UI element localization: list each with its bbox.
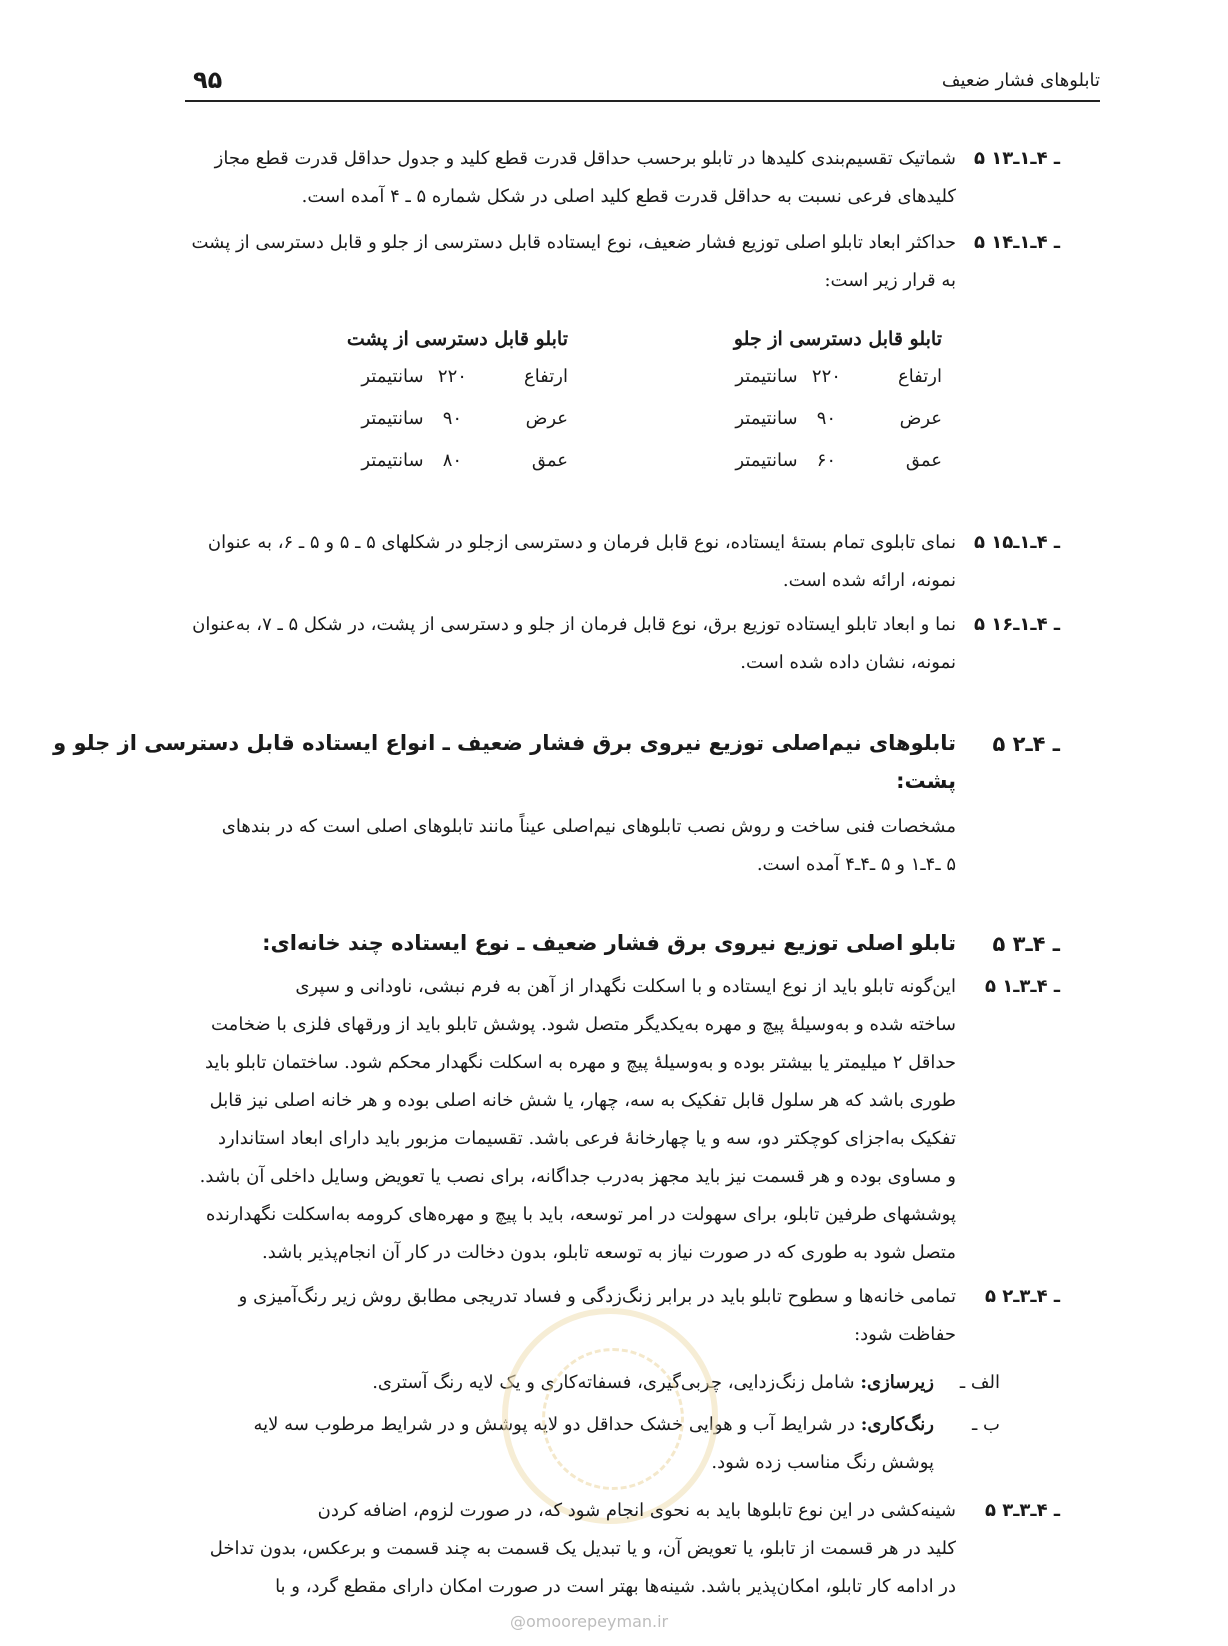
paragraph-line: طوری باشد که هر سلول قابل تفکیک به سه، چهار، یا شش خانه اصلی بوده و هر خانه اصلی نیز قابل [209,1090,956,1111]
page-number: ۹۵ [193,66,223,94]
dimension-value: ۶۰ [816,450,837,471]
dimension-value: ۲۲۰ [811,366,841,387]
paragraph-line: کلید در هر قسمت از تابلو، یا تعویض آن، و یا تبدیل یک قسمت به چند قسمت و برعکس، بدون تداخل [209,1538,956,1559]
section-number: ۵ ـ ۴ـ۲ [992,732,1060,756]
dimension-value: ۹۰ [442,408,463,429]
item-number: ۵ ـ ۴ـ۱ـ۱۶ [974,614,1060,635]
dimension-row [308,450,568,492]
paragraph-line: حداقل ۲ میلیمتر یا بیشتر بوده و به‌وسیلهٔ پیچ و مهره به اسکلت نگهدار محکم شود. ساختمان تابلو باید [204,1052,956,1073]
paragraph-line: به قرار زیر است: [824,270,956,291]
sub-item-term: زیرسازی: [860,1372,934,1393]
paragraph-line: نمونه، نشان داده شده است. [740,652,956,673]
running-title: تابلوهای فشار ضعیف [941,70,1100,91]
paragraph-line: و مساوی بوده و هر قسمت نیز باید مجهز به‌درب جداگانه، برای نصب یا تعویض وسایل داخلی آن باشد. [199,1166,956,1187]
dimension-label: عرض [525,408,568,429]
dimension-row [682,366,942,408]
front-access-title: تابلو قابل دسترسی از جلو [733,328,942,350]
sub-item-text: پوشش رنگ مناسب زده شود. [711,1452,934,1473]
section-title: تابلو اصلی توزیع نیروی برق فشار ضعیف ـ نوع ایستاده چند خانه‌ای: [262,931,956,955]
paragraph-line: متصل شود به طوری که در صورت نیاز به توسعه تابلو، بدون دخالت در کار آن انجام‌پذیر باشد. [261,1242,956,1263]
section-title: تابلوهای نیم‌اصلی توزیع نیروی برق فشار ضعیف ـ انواع ایستاده قابل دسترسی از جلو و [53,731,956,755]
sub-item-marker: ب ـ [972,1414,1000,1435]
section-title: پشت: [896,769,956,793]
paragraph-line: حداکثر ابعاد تابلو اصلی توزیع فشار ضعیف، نوع ایستاده قابل دسترسی از جلو و قابل دسترسی از پشت [191,232,956,253]
paragraph-line: مشخصات فنی ساخت و روش نصب تابلوهای نیم‌اصلی عیناً مانند تابلوهای اصلی است که در بندهای [221,816,956,837]
paragraph-line: در ادامه کار تابلو، امکان‌پذیر باشد. شینه‌ها بهتر است در صورت امکان دارای مقطع گرد، و با [275,1576,956,1597]
dimension-value: ۲۲۰ [437,366,467,387]
paragraph-line: پوششهای طرفین تابلو، برای سهولت در امر توسعه، باید با پیچ و مهره‌های کرومه به‌اسکلت نگهدارنده [205,1204,956,1225]
dimension-row [308,408,568,450]
dimension-unit: سانتیمتر [361,366,424,387]
dimension-row [308,366,568,408]
dimension-label: عمق [905,450,942,471]
page-header [185,66,1100,102]
item-number: ۵ ـ ۴ـ۳ـ۱ [985,976,1060,997]
back-access-dimensions [308,328,568,492]
dimension-unit: سانتیمتر [735,408,798,429]
dimension-unit: سانتیمتر [361,408,424,429]
dimension-label: ارتفاع [523,366,568,387]
paragraph-line: ساخته شده و به‌وسیلهٔ پیچ و مهره به‌یکدیگر متصل شود. پوشش تابلو باید از ورقهای فلزی با ضخامت [211,1014,956,1035]
dimension-label: عرض [899,408,942,429]
item-number: ۵ ـ ۴ـ۱ـ۱۴ [974,232,1060,253]
paragraph-line: نمونه، ارائه شده است. [782,570,956,591]
paragraph-line: شینه‌کشی در این نوع تابلوها باید به نحوی انجام شود که، در صورت لزوم، اضافه کردن [317,1500,956,1521]
sub-item-text: در شرایط آب و هوایی خشک حداقل دو لایه پوشش و در شرایط مرطوب سه لایه [253,1414,855,1435]
dimension-row [682,450,942,492]
watermark-seal [502,1308,718,1524]
dimension-label: ارتفاع [897,366,942,387]
paragraph-line: این‌گونه تابلو باید از نوع ایستاده و با اسکلت نگهدار از آهن به فرم نبشی، ناودانی و سپری [295,976,956,997]
paragraph-line: حفاظت شود: [854,1324,956,1345]
dimension-value: ۹۰ [816,408,837,429]
section-number: ۵ ـ ۴ـ۳ [992,932,1060,956]
dimension-label: عمق [531,450,568,471]
paragraph-line: تمامی خانه‌ها و سطوح تابلو باید در برابر زنگ‌زدگی و فساد تدریجی مطابق روش زیر رنگ‌آمیزی و [238,1286,956,1307]
paragraph-line: شماتیک تقسیم‌بندی کلیدها در تابلو برحسب حداقل قدرت قطع کلید و جدول حداقل قدرت قطع مجاز [214,148,956,169]
front-access-dimensions [682,328,942,492]
item-number: ۵ ـ ۴ـ۱ـ۱۳ [974,148,1060,169]
sub-item-text: شامل زنگ‌زدایی، چربی‌گیری، فسفاته‌کاری و یک لایه رنگ آستری. [372,1372,855,1393]
paragraph-line: نمای تابلوی تمام بستهٔ ایستاده، نوع قابل فرمان و دسترسی ازجلو در شکلهای ۵ ـ ۵ و ۵ ـ ۶، به عنوان [207,532,956,553]
paragraph-line: کلیدهای فرعی نسبت به حداقل قدرت قطع کلید اصلی در شکل شماره ۵ ـ ۴ آمده است. [301,186,956,207]
item-number: ۵ ـ ۴ـ۱ـ۱۵ [974,532,1060,553]
paragraph-line: ۵ ـ۴ـ۱ و ۵ ـ۴ـ۴ آمده است. [756,854,956,875]
sub-item-marker: الف ـ [959,1372,1000,1393]
dimension-value: ۸۰ [442,450,463,471]
dimension-unit: سانتیمتر [735,366,798,387]
dimension-unit: سانتیمتر [735,450,798,471]
back-access-title: تابلو قابل دسترسی از پشت [346,328,568,350]
paragraph-line: نما و ابعاد تابلو ایستاده توزیع برق، نوع قابل فرمان از جلو و دسترسی از پشت، در شکل ۵ ـ ۷، به‌عنوان [192,614,956,635]
sub-item-term: رنگ‌کاری: [860,1414,934,1435]
item-number: ۵ ـ ۴ـ۳ـ۳ [985,1500,1060,1521]
dimension-row [682,408,942,450]
item-number: ۵ ـ ۴ـ۳ـ۲ [985,1286,1060,1307]
paragraph-line: تفکیک به‌اجزای کوچکتر دو، سه و یا چهارخانهٔ فرعی باشد. تقسیمات مزبور باید دارای ابعاد استاندارد [218,1128,956,1149]
watermark-url: @omoorepeyman.ir [510,1612,669,1631]
dimension-unit: سانتیمتر [361,450,424,471]
